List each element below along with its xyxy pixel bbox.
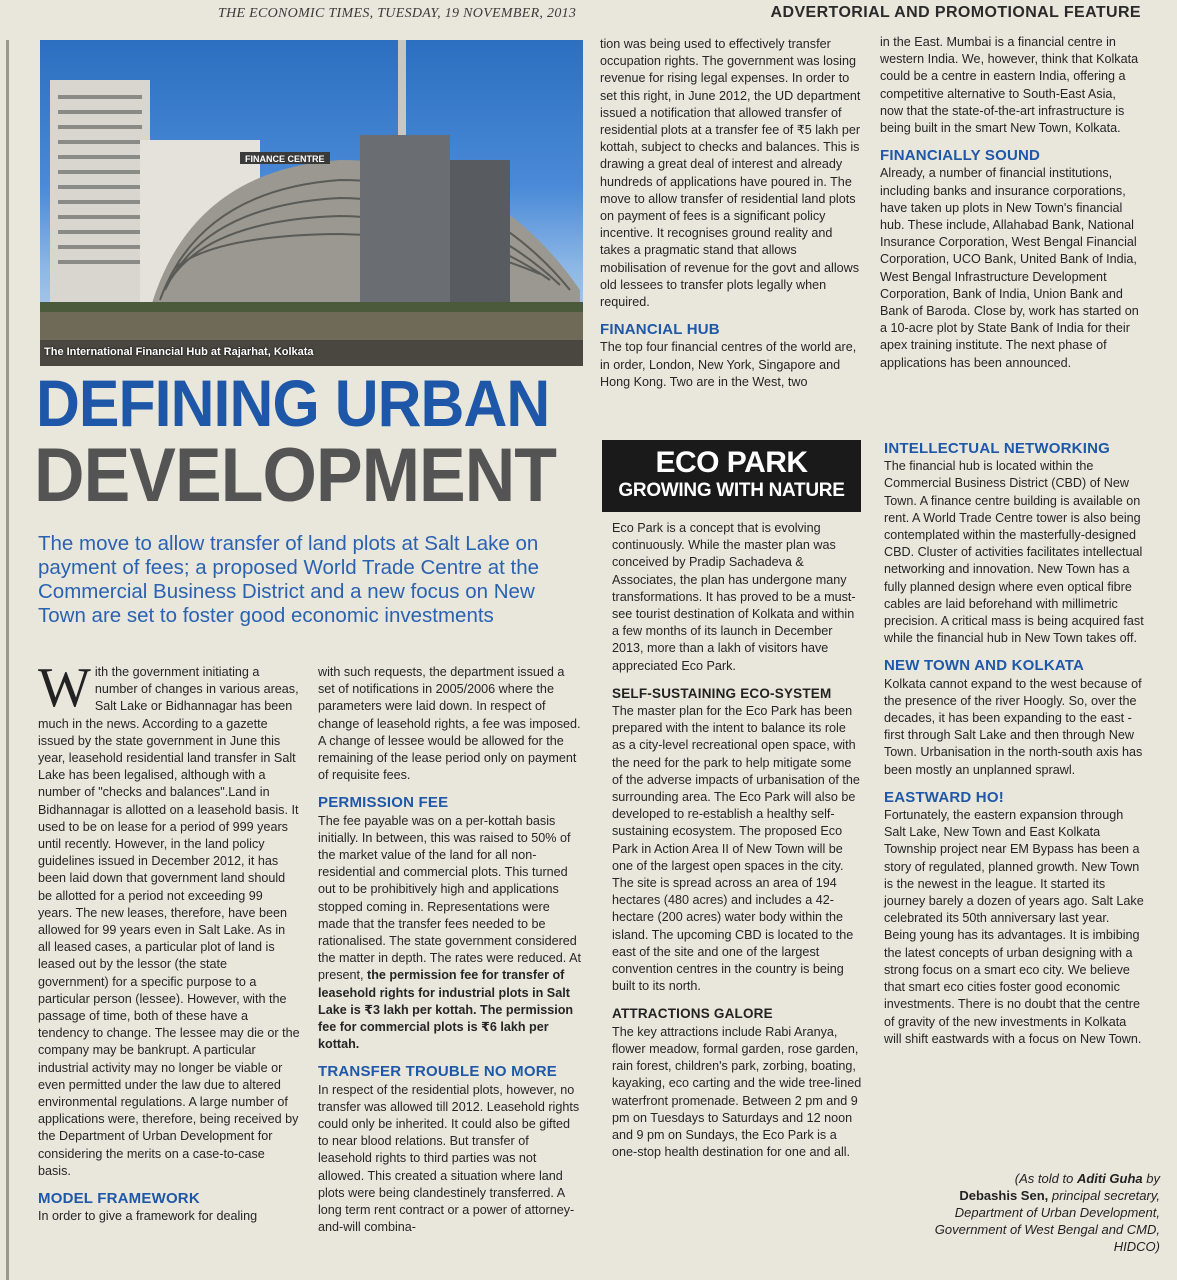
paragraph: with such requests, the department issued a set of notifications in 2005/2006 where the parameters were laid down. In respect of change of leasehold rights, a fee was imposed. A change of lessee would be allowed for the remaining of the lease period only on payment of requisite fees. bbox=[318, 665, 581, 783]
section-label: ADVERTORIAL AND PROMOTIONAL FEATURE bbox=[770, 4, 1141, 21]
headline-line1: DEFINING URBAN bbox=[36, 366, 550, 440]
paragraph: The master plan for the Eco Park has been prepared with the intent to balance its role as a city-level recreational open space, with the need for the park to help mitigate some of the adverse impacts of urbanisation of the surrounding area. The Eco Park will also be developed to re-establish a healthy self-sustaining ecosystem. The proposed Eco Park in Action Area II of New Town will be one of the largest open spaces in the city. The site is spread across an area of 194 hectares (480 acres) and includes a 42-hectare (200 acres) water body within the island. The upcoming CBD is located to the east of the site and one of the largest convention centres in the country is being built to its north. bbox=[612, 704, 860, 994]
drop-cap: W bbox=[38, 657, 91, 719]
subheading-model-framework: MODEL FRAMEWORK bbox=[38, 1190, 200, 1208]
paragraph: Fortunately, the eastern expansion through Salt Lake, New Town and East Kolkata Township project near EM Bypass has been a story of regulated, planned growth. New Town is the newest in the league. It started its journey barely a dozen of years ago. Salt Lake celebrated its 50th anniversary last year. Being young has its advantages. It is imbibing the latest concepts of urban designing with a strong focus on a smart eco city. We believe that smart eco cities foster good economic investments. There is no doubt that the centre of gravity of the new investments in Kolkata will shift eastwards with a focus on New Town. bbox=[884, 808, 1144, 1046]
deck-subheading: The move to allow transfer of land plots at Salt Lake on payment of fees; a proposed World Trade Centre at the Commercial Business District and a new focus on New Town are set to foster good economic investments bbox=[38, 532, 540, 627]
paragraph: In order to give a framework for dealing bbox=[38, 1209, 258, 1224]
headline-line2: DEVELOPMENT bbox=[34, 433, 557, 518]
paragraph: tion was being used to effectively transfer occupation rights. The government was losing revenue for rising legal expenses. In order to set this right, in June 2012, the UD department issued a notification that allowed transfer of residential plots at a transfer fee of ₹5 lakh per kottah, subject to checks and balances. This is drawing a great deal of interest and already hundreds of applications have poured in. The move to allow transfer of residential land plots on payment of fees is a significant policy incentive. It recognises ground reality and takes a pragmatic stand that allows mobilisation of revenue for the govt and allows old lessees to transfer plots legally when required. bbox=[600, 37, 861, 310]
hero-photo bbox=[40, 40, 583, 366]
paragraph: Eco Park is a concept that is evolving continuously. While the master plan was conceived by Pradip Sachadeva & Associates, the plan has undergone many transformations. It has proved to be a must-see tourist destination of Kolkata and within a few months of its launch in December 2013, more than a lakh of visitors have appreciated Eco Park. bbox=[612, 521, 856, 673]
subheading-financially-sound: FINANCIALLY SOUND bbox=[880, 147, 1041, 165]
finance-centre-illustration bbox=[40, 40, 583, 366]
column-2 bbox=[318, 664, 584, 1237]
subheading-permission-fee: PERMISSION FEE bbox=[318, 794, 449, 812]
eco-park-title: ECO PARK bbox=[655, 446, 808, 479]
subheading-self-sustaining: SELF-SUSTAINING ECO-SYSTEM bbox=[612, 685, 832, 701]
paragraph: The key attractions include Rabi Aranya, flower meadow, formal garden, rose garden, rain forest, children's park, zorbing, boating, kayaking, eco carting and the wide tree-lined waterfront promenade. Between 2 pm and 9 pm on Tuesdays to Saturdays and 12 noon and 9 pm on Sundays, the Eco Park is a one-stop health destination for one and all. bbox=[612, 1024, 862, 1160]
paragraph: Kolkata cannot expand to the west because of the presence of the river Hoogly. So, over the decades, it has been expanding to the east - first through Salt Lake and then through New Town. Urbanisation in the north-south axis has been mostly an unplanned sprawl. bbox=[884, 676, 1143, 777]
page-edge-rule bbox=[6, 40, 9, 1280]
credit-name: Debashis Sen, bbox=[959, 1188, 1049, 1203]
subheading-intellectual-networking: INTELLECTUAL NETWORKING bbox=[884, 440, 1110, 457]
byline-credit: (As told to Aditi Guha by Debashis Sen, principal secretary, Department of Urban Development, Government of West Bengal and CMD, HIDCO) bbox=[934, 1171, 1160, 1254]
eco-park-subtitle: GROWING WITH NATURE bbox=[618, 480, 845, 501]
subheading-eastward-ho: EASTWARD HO! bbox=[884, 788, 1004, 806]
column-4-lower bbox=[884, 430, 1144, 1048]
masthead-date: THE ECONOMIC TIMES, TUESDAY, 19 NOVEMBER, 2013 bbox=[218, 6, 577, 21]
eco-park-banner bbox=[602, 440, 861, 512]
column-1 bbox=[38, 657, 300, 1226]
paragraph: The fee payable was on a per-kottah basis initially. In between, this was raised to 50% of the market value of the land for all non-residential and commercial plots. This turned out to be prohibitively high and applications stopped coming in. Representations were made that the transfer fees needed to be rationalised. The state government considered the matter in depth. The rates were reduced. At present, the permission fee for transfer of leasehold rights for industrial plots in Salt Lake is ₹3 lakh per kottah. The permission fee for commercial plots is ₹6 lakh per kottah. bbox=[318, 813, 581, 1052]
eco-park-column bbox=[612, 520, 862, 1161]
photo-caption: The International Financial Hub at Rajarhat, Kolkata bbox=[44, 346, 314, 358]
paragraph: Already, a number of financial institutions, including banks and insurance corporations, have taken up plots in New Town's financial hub. These include, Allahabad Bank, National Insurance Corporation, West Bengal Financial Corporation, UCO Bank, United Bank of India, West Bengal Infrastructure Development Corporation, Bank of India, Union Bank and Bank of Baroda. Close by, work has started on a 10-acre plot by State Bank of India for their apex training institute. The next phase of applications has been announced. bbox=[880, 166, 1139, 370]
column-4 bbox=[880, 34, 1140, 372]
paragraph: With the government initiating a number of changes in various areas, Salt Lake or Bidhannagar has been much in the news. According to a gazette issued by the state government in June this year, leasehold residential land transfer in Salt Lake has been legalised, although with a number of "checks and balances".Land in Bidhannagar is allotted on a leasehold basis. It used to be on lease for a period of 999 years until recently. However, in the land policy guidelines issued in December 2012, it has been laid down that government land should be allotted for a period not exceeding 99 years. The new leases, therefore, have been allowed for 99 years even in Salt Lake. As in all leased cases, a particular plot of land is leased out by the lessor (the state government) for a specific purpose to a particular person (lessee). However, with the passage of time, both of these have a tendency to change. The lessee may die or the company may be bankrupt. A particular industrial activity may no longer be viable or even permitted under the law due to altered environmental regulations. A large number of applications were, therefore, being received by the Department of Urban Development for considering the merits on a case-to-case basis. bbox=[38, 657, 300, 1178]
subheading-transfer-trouble: TRANSFER TROUBLE NO MORE bbox=[318, 1063, 557, 1081]
subheading-new-town-kolkata: NEW TOWN AND KOLKATA bbox=[884, 657, 1085, 675]
subheading-financial-hub: FINANCIAL HUB bbox=[600, 321, 720, 339]
subheading-attractions: ATTRACTIONS GALORE bbox=[612, 1006, 773, 1022]
paragraph: The top four financial centres of the world are, in order, London, New York, Singapore and Hong Kong. Two are in the West, two bbox=[600, 340, 857, 389]
paragraph: In respect of the residential plots, however, no transfer was allowed till 2012. Leasehold rights could only be inherited. It could also be gifted to near blood relations. But transfer of leasehold rights to third parties was not allowed. This created a situation where land plots were being clandestinely transferred. A long term rent contract or a power of attorney-and-will combina- bbox=[318, 1082, 580, 1235]
sign-text: FINANCE CENTRE bbox=[245, 154, 325, 164]
column-3 bbox=[600, 36, 862, 391]
paragraph: in the East. Mumbai is a financial centre in western India. We, however, think that Kolkata could be a centre in eastern India, offering a competitive alternative to South-East Asia, now that the state-of-the-art infrastructure is being built in the smart New Town, Kolkata. bbox=[880, 35, 1139, 136]
paragraph: The financial hub is located within the Commercial Business District (CBD) of New Town. A finance centre building is available on rent. A World Trade Centre tower is also being contemplated within the masterfully-designed CBD. Cluster of activities facilitates intellectual networking and innovation. New Town has a fully planned design where even optical fibre cables are laid beforehand with millimetric precision. A critical mass is being acquired fast while the financial hub in New Town takes off. bbox=[884, 459, 1144, 646]
